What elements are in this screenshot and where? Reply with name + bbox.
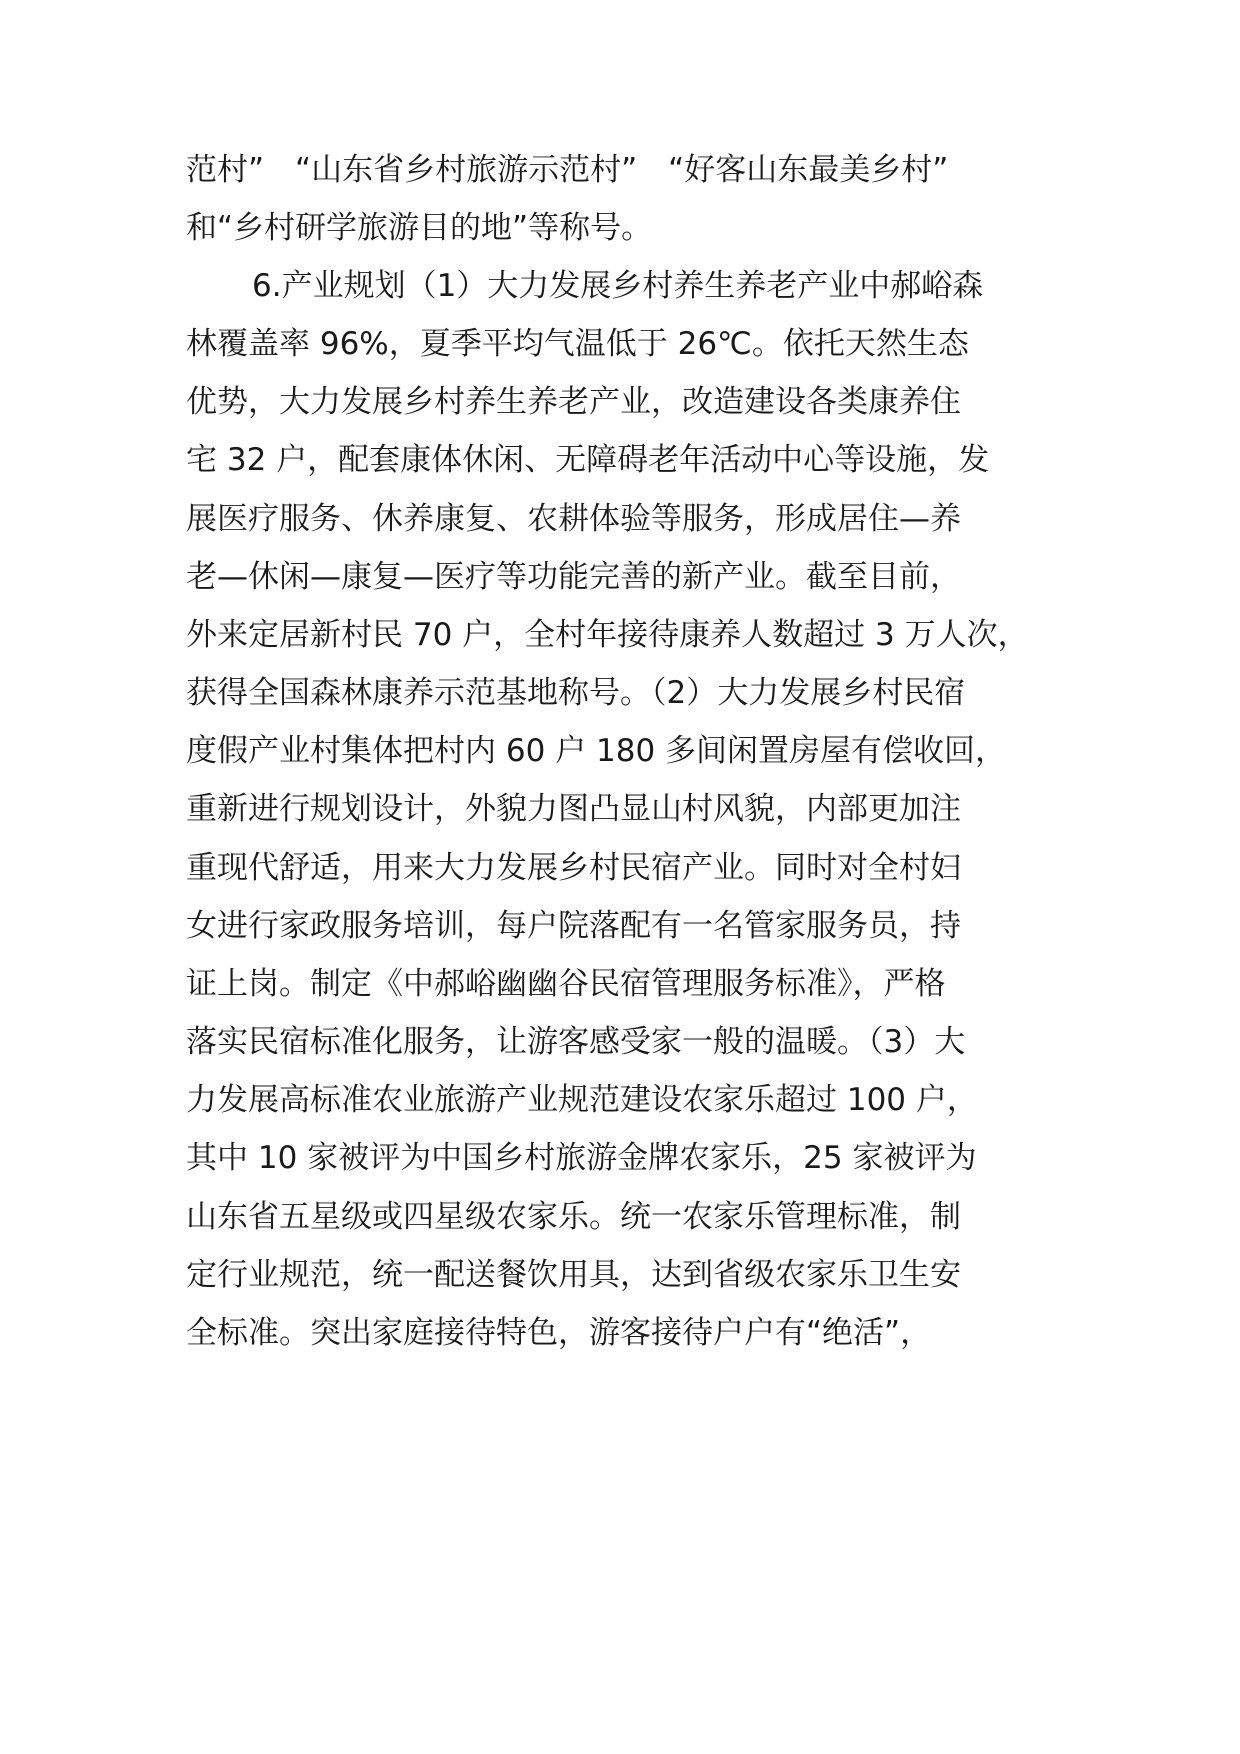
- text-line: 度假产业村集体把村内 60 户 180 多间闲置房屋有偿收回，: [186, 733, 1007, 769]
- text-line: 范村” “山东省乡村旅游示范村” “好客山东最美乡村”: [186, 152, 949, 188]
- text-line: 落实民宿标准化服务，让游客感受家一般的温暖。（3）大: [186, 1024, 966, 1060]
- text-line: 展医疗服务、休养康复、农耕体验等服务，形成居住—养: [186, 501, 961, 537]
- text-line: 获得全国森林康养示范基地称号。（2）大力发展乡村民宿: [186, 675, 966, 711]
- text-line: 重现代舒适，用来大力发展乡村民宿产业。同时对全村妇: [186, 850, 961, 886]
- text-line: 其中 10 家被评为中国乡村旅游金牌农家乐，25 家被评为: [186, 1140, 977, 1176]
- text-line: 优势，大力发展乡村养生养老产业，改造建设各类康养住: [186, 384, 961, 420]
- text-line: 和“乡村研学旅游目的地”等称号。: [186, 210, 653, 246]
- text-line: 林覆盖率 96%，夏季平均气温低于 26℃。依托天然生态: [186, 326, 969, 362]
- text-line: 老—休闲—康复—医疗等功能完善的新产业。截至目前，: [186, 559, 961, 595]
- text-line: 重新进行规划设计，外貌力图凸显山村风貌，内部更加注: [186, 791, 961, 827]
- text-line: 定行业规范，统一配送餐饮用具，达到省级农家乐卫生安: [186, 1257, 961, 1293]
- text-line: 6.产业规划（1）大力发展乡村养生养老产业中郝峪森: [252, 268, 984, 304]
- text-line: 女进行家政服务培训，每户院落配有一名管家服务员，持: [186, 908, 961, 944]
- text-line: 山东省五星级或四星级农家乐。统一农家乐管理标准，制: [186, 1199, 961, 1235]
- text-line: 证上岗。制定《中郝峪幽幽谷民宿管理服务标准》，严格: [186, 966, 946, 1002]
- text-line: 力发展高标准农业旅游产业规范建设农家乐超过 100 户，: [186, 1082, 978, 1118]
- text-line: 全标准。突出家庭接待特色，游客接待户户有“绝活”，: [186, 1315, 932, 1351]
- text-line: 外来定居新村民 70 户，全村年接待康养人数超过 3 万人次，: [186, 617, 1029, 653]
- text-line: 宅 32 户，配套康体休闲、无障碍老年活动中心等设施，发: [186, 442, 990, 478]
